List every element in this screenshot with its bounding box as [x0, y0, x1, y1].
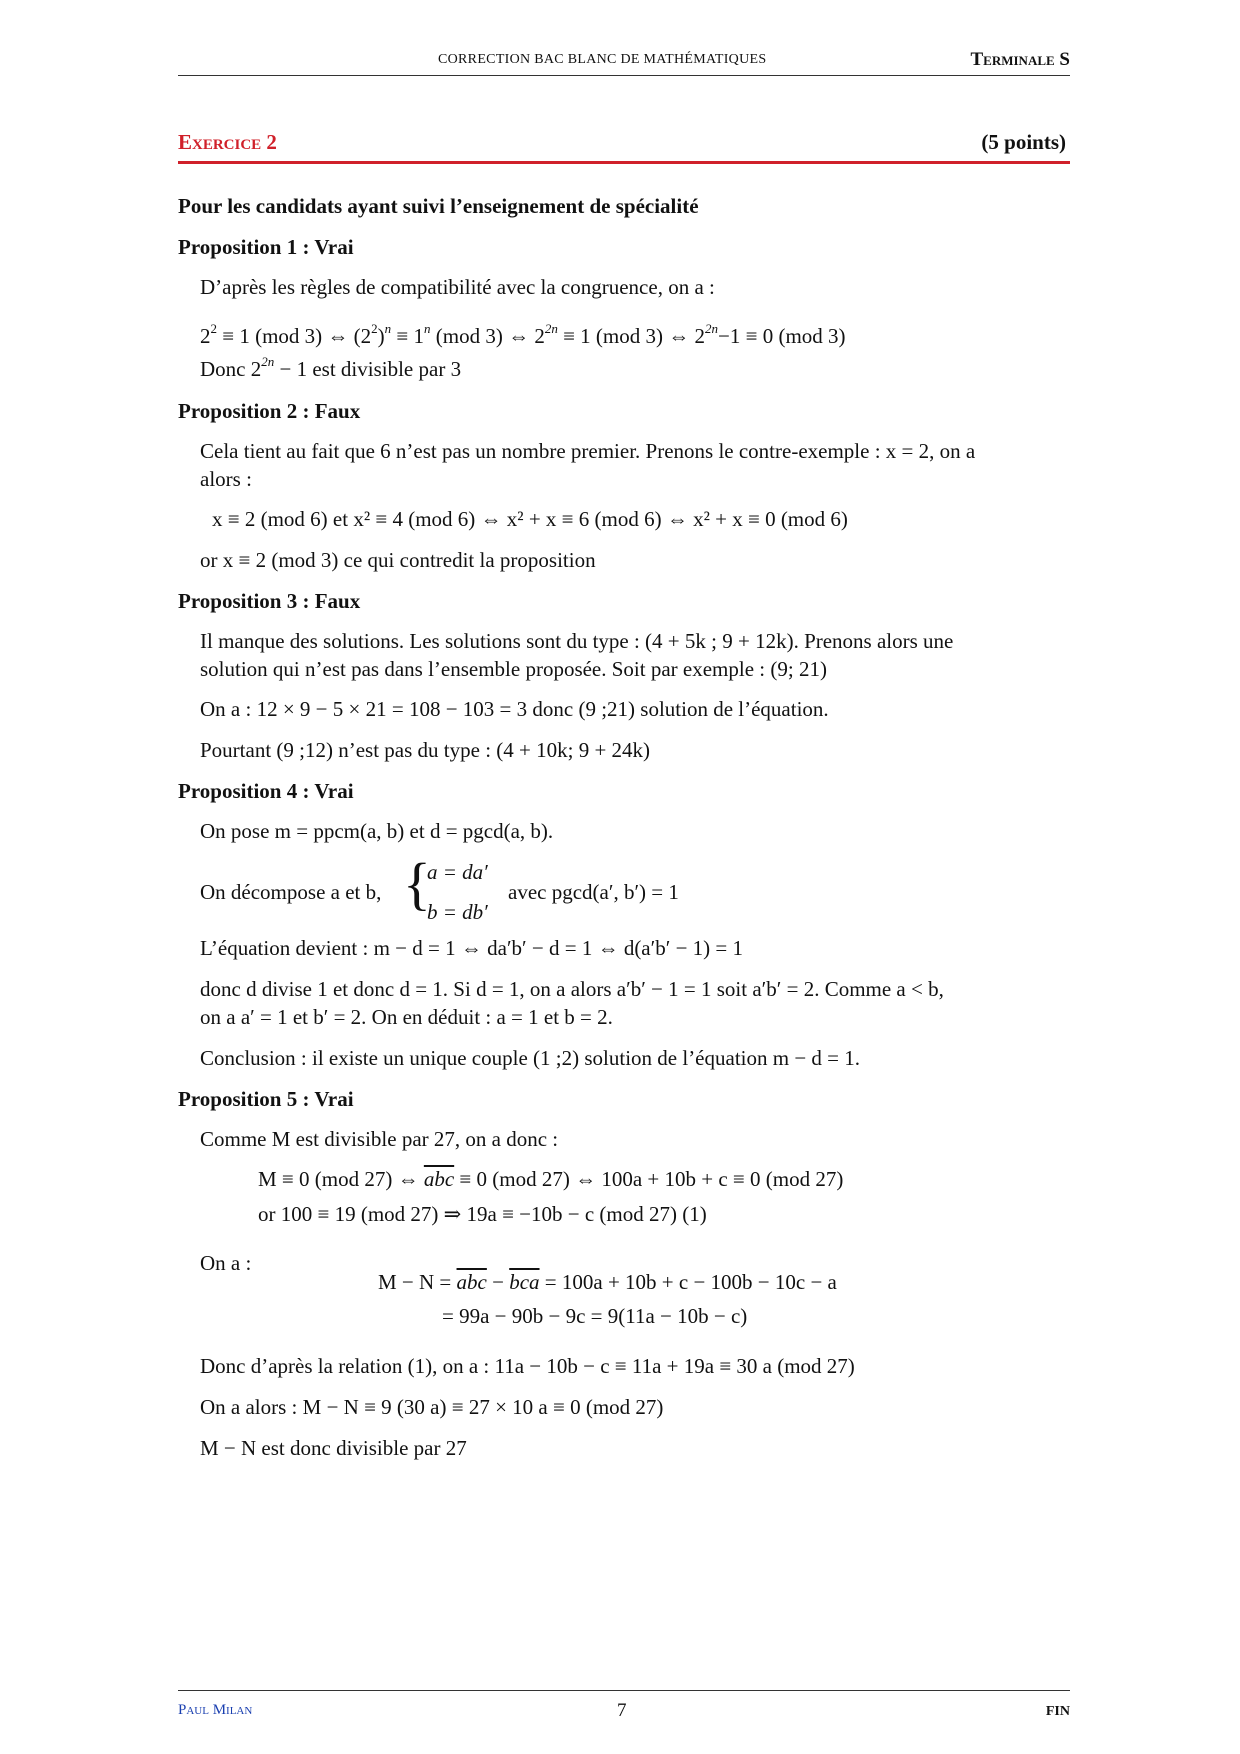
p3-text2: solution qui n’est pas dans l’ensemble proposée. Soit par exemple : (9; 21) [200, 657, 827, 681]
p3-text1: Il manque des solutions. Les solutions sont du type : (4 + 5k ; 9 + 12k). Prenons alors une [200, 629, 954, 653]
p5-eq3: $M - N = \overline{abc} - \overline{bca} = 100a + 10b + c - 100b - 10c - a$ [378, 1270, 837, 1294]
p2-equation: x ≡ 2 (mod 6) et x² ≡ 4 (mod 6) ⇔ x² + x ≡ 6 (mod 6) ⇔ x² + x ≡ 0 (mod 6) [212, 507, 848, 531]
p4-title: Proposition 4 : Vrai [178, 779, 354, 803]
p3-text4: Pourtant (9 ;12) n’est pas du type : (4 + 10k; 9 + 24k) [200, 738, 651, 762]
p2-title: Proposition 2 : Faux [178, 399, 361, 423]
footer-rule [178, 1690, 1070, 1691]
page-number: 7 [617, 1700, 627, 1721]
p5-text4: M − N est donc divisible par 27 [200, 1436, 467, 1460]
p5-eq4: = 99a − 90b − 9c = 9(11a − 10b − c) [442, 1304, 748, 1328]
p4-text4: on a a′ = 1 et b′ = 2. On en déduit : a = 1 et b = 2. [200, 1005, 613, 1029]
exercise-points: (5 points) [981, 130, 1066, 154]
footer-end: FIN [1045, 1704, 1070, 1719]
p4-system-line2: b = db′ [427, 900, 488, 924]
p3-title: Proposition 3 : Faux [178, 589, 361, 613]
p4-brace: { [403, 851, 431, 916]
p1-title: Proposition 1 : Vrai [178, 235, 354, 259]
p5-text3: On a alors : M − N ≡ 9 (30 a) ≡ 27 × 10 a ≡ 0 (mod 27) [200, 1395, 664, 1419]
p5-text2: Donc d’après la relation (1), on a : 11a − 10b − c ≡ 11a + 19a ≡ 30 a (mod 27) [200, 1354, 855, 1378]
p1-equation: $2^2 \equiv 1$ (mod 3) ⇔ $(2^2)^n \equiv 1^n$ (mod 3) ⇔ $2^{2n} \equiv 1$ (mod 3) ⇔ $2^{2n}-1 \equiv 0$ (mod 3) [200, 321, 846, 348]
p4-text5: Conclusion : il existe un unique couple (1 ;2) solution de l’équation m − d = 1. [200, 1046, 861, 1070]
header-class: Terminale S [970, 49, 1070, 70]
p4-condition: avec pgcd(a′, b′) = 1 [508, 880, 679, 904]
p2-text1: Cela tient au fait que 6 n’est pas un nombre premier. Prenons le contre-exemple : x = 2, on a [200, 439, 976, 463]
p5-title: Proposition 5 : Vrai [178, 1087, 354, 1111]
exercise-title: Exercice 2 [178, 130, 277, 154]
p4-system-line1: a = da′ [427, 860, 488, 884]
exercise-rule [178, 161, 1070, 164]
p2-text2: alors : [200, 467, 252, 491]
header-title: CORRECTION BAC BLANC DE MATHÉMATIQUES [438, 52, 767, 67]
p4-text3: donc d divise 1 et donc d = 1. Si d = 1, on a alors a′b′ − 1 = 1 soit a′b′ = 2. Comme a < b, [200, 977, 944, 1001]
p5-eq1: M ≡ 0 (mod 27) ⇔ $\overline{abc} \equiv 0$ (mod 27) ⇔ 100a + 10b + c ≡ 0 (mod 27) [258, 1167, 844, 1191]
header-rule [178, 75, 1070, 76]
p3-text3: On a : 12 × 9 − 5 × 21 = 108 − 103 = 3 donc (9 ;21) solution de l’équation. [200, 697, 829, 721]
p2-or: or x ≡ 2 (mod 3) ce qui contredit la proposition [200, 548, 596, 572]
p5-text1: Comme M est divisible par 27, on a donc : [200, 1127, 559, 1151]
p4-decompose: On décompose a et b, [200, 880, 382, 904]
intro-heading: Pour les candidats ayant suivi l’enseignement de spécialité [178, 194, 699, 218]
p5-eq2: or 100 ≡ 19 (mod 27) ⇒ 19a ≡ −10b − c (mod 27) (1) [258, 1202, 707, 1226]
p4-text1: On pose m = ppcm(a, b) et d = pgcd(a, b). [200, 819, 554, 843]
p1-text: D’après les règles de compatibilité avec la congruence, on a : [200, 275, 715, 299]
footer-author: Paul Milan [178, 1702, 253, 1718]
p4-text2: L’équation devient : m − d = 1 ⇔ da′b′ − d = 1 ⇔ d(a′b′ − 1) = 1 [200, 936, 743, 960]
p5-ona: On a : [200, 1251, 252, 1275]
p1-conclusion: Donc $2^{2n} - 1$ est divisible par 3 [200, 354, 462, 381]
